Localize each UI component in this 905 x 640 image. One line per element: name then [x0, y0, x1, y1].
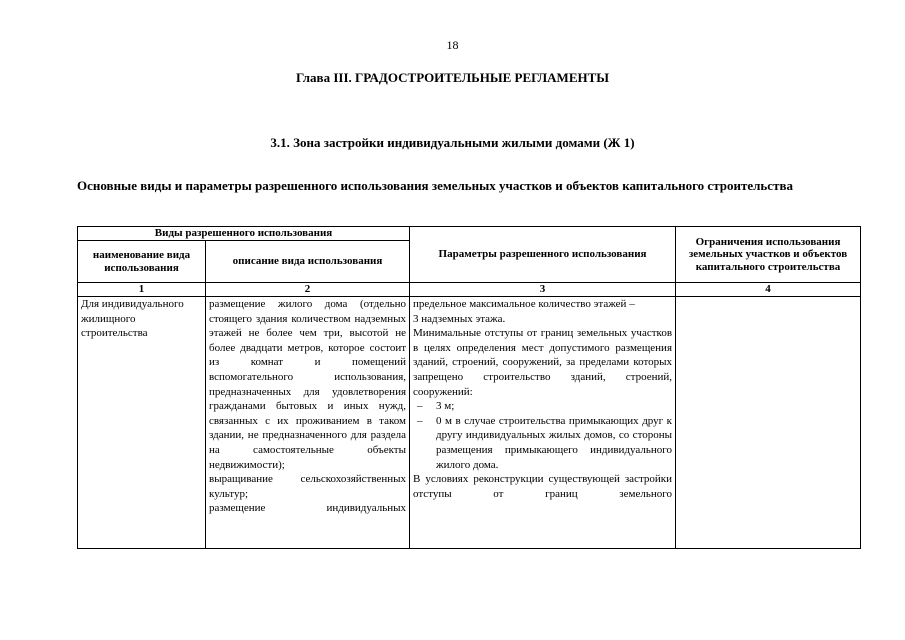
chapter-title: Глава III. ГРАДОСТРОИТЕЛЬНЫЕ РЕГЛАМЕНТЫ [295, 70, 610, 85]
param-setbacks: Минимальные отступы от границ земельных участков в целях определения мест допустимого размещения зданий, строений, сооружений, за пределами которых запрещено строительство зданий, строений, сооружений: [413, 327, 673, 398]
use-name: Для индивидуального жилищного строительства [81, 298, 184, 340]
header-use-description: описание вида использования [206, 241, 410, 283]
list-item: – 3 м; [413, 399, 672, 414]
param-floors-value: 3 надземных этажа. [413, 312, 506, 325]
regulations-table [77, 226, 861, 549]
column-numbers-row [78, 283, 861, 297]
page-number: 18 [446, 38, 459, 52]
use-restrictions-cell [676, 297, 861, 549]
use-description-cell [206, 297, 410, 549]
header-use-restrictions: Ограничения использования земельных участков и объектов капитального строительства [676, 227, 861, 283]
setback-list [413, 399, 672, 472]
use-description-continued: размещение индивидуальных [209, 502, 407, 515]
zone-title: 3.1. Зона застройки индивидуальными жилыми домами (Ж 1) [270, 135, 635, 150]
use-description: размещение жилого дома (отдельно стоящего здания количеством надземных этажей не более чем три, высотой не более двадцати метров, которое состоит из комнат и помещений вспомогательного использования, предназначенных для удовлетворения гражданами бытовых и иных нужд, связанных с их проживанием в таком здании, не предназначенного для раздела на самостоятельные объекты недвижимости); [209, 298, 407, 471]
column-number: 2 [206, 283, 410, 297]
header-use-name: наименование вида использования [78, 241, 206, 283]
column-number: 3 [410, 283, 676, 297]
header-permitted-use-types: Виды разрешенного использования [78, 227, 410, 241]
use-parameters-cell [410, 297, 676, 549]
column-number: 4 [676, 283, 861, 297]
param-reconstruction: В условиях реконструкции существующей застройки отступы от границ земельного [413, 473, 673, 500]
section-heading: Основные виды и параметры разрешенного использования земельных участков и объектов капитального строительства [77, 178, 793, 193]
header-use-parameters: Параметры разрешенного использования [410, 227, 676, 283]
table-row [78, 297, 861, 549]
column-number: 1 [78, 283, 206, 297]
use-description-crops: выращивание сельскохозяйственных культур; [209, 473, 407, 500]
param-max-floors: предельное максимальное количество этажей – [413, 298, 635, 310]
use-name-cell [78, 297, 206, 549]
list-item: – 0 м в случае строительства примыкающих друг к другу индивидуальных жилых домов, со стороны размещения примыкающего индивидуального жилого дома. [413, 414, 672, 472]
